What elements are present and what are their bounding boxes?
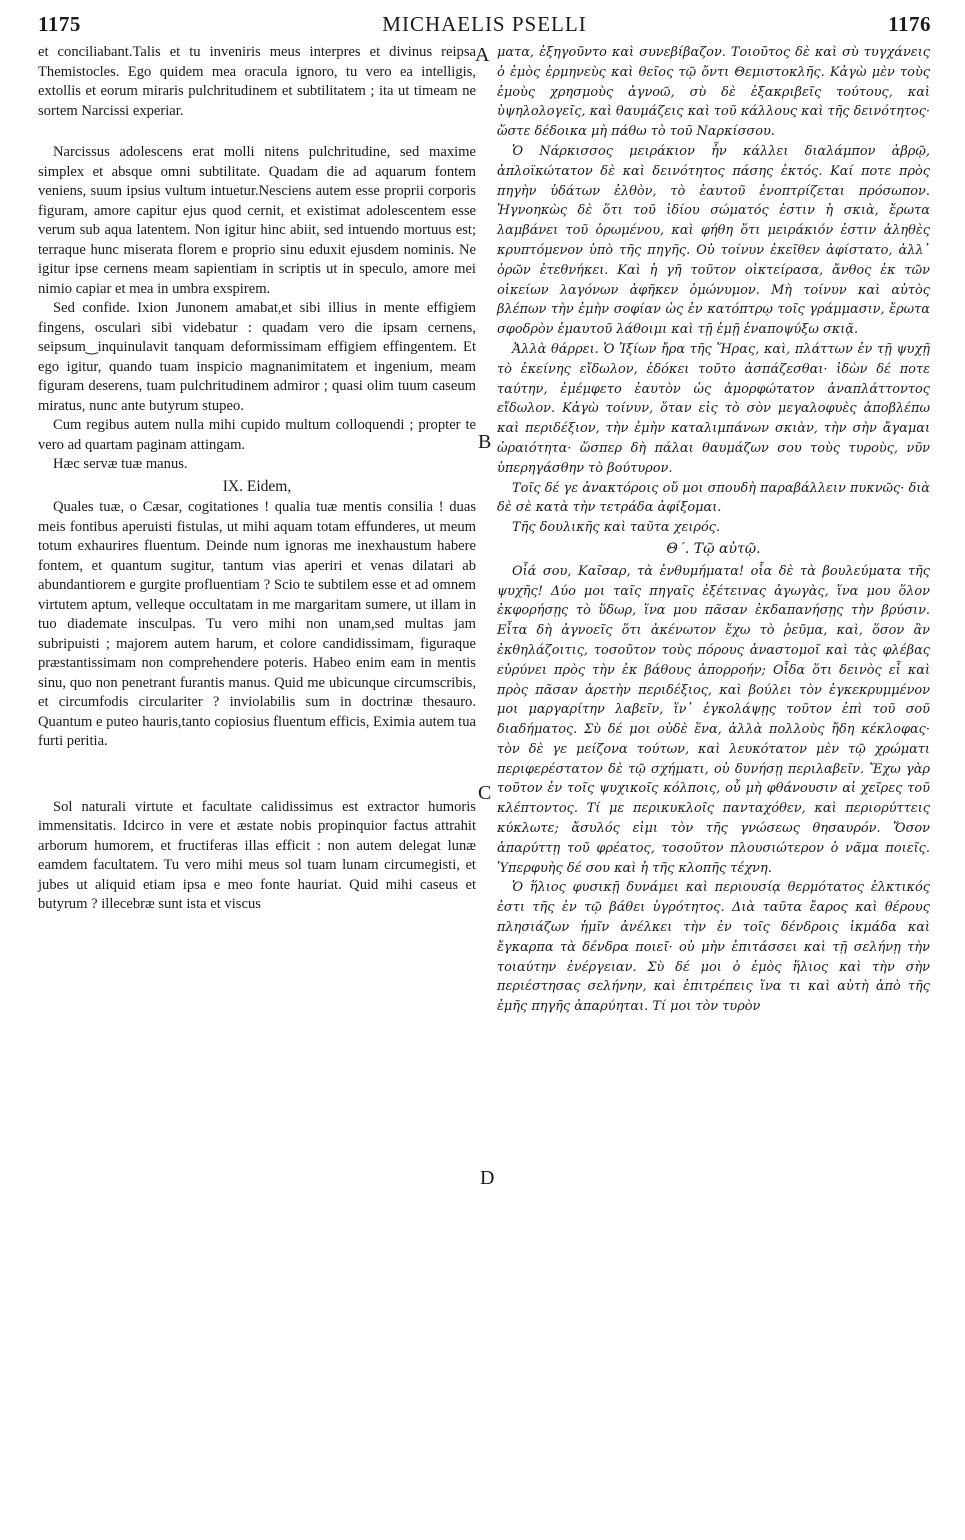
latin-column: [38, 43, 476, 915]
greek-paragraph: Τῆς δουλικῆς καὶ ταῦτα χειρός.: [512, 520, 721, 536]
running-title: MICHAELIS PSELLI: [382, 12, 587, 36]
greek-paragraph: Ἀλλὰ θάρρει. Ὁ Ἰξίων ἤρα τῆς Ἥρας, καὶ, πλάττων ἐν τῇ ψυχῇ τὸ ἐκείνης εἴδωλον, ἐδόκει τοῦτο ἀσπάζεσθαι· ἰδὼν δέ ποτε ταύτην, ἐμέμφετο ἑαυτὸν ὡς ἀμορφώτατον ἀναπλάττοντος εἴδωλον. Κἀγὼ τοίνυν, ὅταν εἰς τὸ σὸν μεγαλοφυὲς ἀποβλέπω καὶ περιδέξιον, τὴν ἐμὴν καταλιμπάνων σκιὰν, τὴν σὴν ἄγαμαι ὡραιότητα· ὥσπερ δὴ πάλαι θαυμάζων σου τοὺς τυροὺς, νῦν ὑπερηγάσθην τὸ βούτυρον.: [497, 341, 930, 476]
greek-paragraph: Ὁ ἥλιος φυσικῇ δυνάμει καὶ περιουσίᾳ θερμότατος ἑλκτικός ἐστι τῆς ἐν τῷ βάθει ὑγρότητος. Διὰ ταῦτα ἔαρος καὶ θέρους πλησιάζων ἡμῖν ἀνέλκει τὴν ἐν τοῖς δένδροις ἰκμάδα καὶ ἔγκαρπα τὰ δένδρα ποιεῖ· οὐ μὴν ἐπιτάσσει καὶ τῇ σελήνῃ τὴν τοιαύτην ἐνέργειαν. Σὺ δέ μοι ὁ ἐμὸς ἥλιος καὶ τὴν σὴν περιέστησας σελήνην, καὶ ἐπιτρέπεις ἵνα τι καὶ αὐτὴ ἀπὸ τῆς ἐμῆς πηγῆς ἀπαρύηται. Τί μοι τὸν τυρὸν: [497, 880, 930, 1015]
running-header: [38, 8, 931, 42]
greek-paragraph: Ὁ Νάρκισσος μειράκιον ἦν κάλλει διαλάμπον ἁβρῷ, ἁπλοϊκώτατον δὲ καὶ δεινότητος πάσης ἐκτός. Καί ποτε πρὸς πηγὴν ὑδάτων ἐλθὸν, τὸ ἑαυτοῦ ἐνοπτρίζεται πρόσωπον. Ἠγνοηκὼς δὲ ὅτι τοῦ ἰδίου σώματός ἐστιν ἡ σκιὰ, ἔρωτα λαμβάνει τοῦ ὁρωμένου, καὶ φήθη ὅτι μειράκιόν ἐστιν ἀληθὲς κρυπτόμενον ὑπὸ τῆς πηγῆς. Οὐ τοίνυν ἐκεῖθεν ἀφίστατο, ἀλλ᾽ ὁρῶν ἐτεθνήκει. Καὶ ἡ γῆ τοῦτον οἰκτείρασα, ἄνθος ἐκ τῶν οἰκείων λαγόνων ἀφῆκεν ὁμώνυμον. Μὴ τοίνυν καὶ αὐτὸς βλέπων τὴν ἐμὴν σοφίαν ὡς ἐν κατόπτρῳ τοῖς γράμμασιν, ἔρωτα σφοδρὸν ἐμαυτοῦ λάθοιμι καὶ τῇ ἐμῇ ἐναποψύξω σκιᾷ.: [497, 143, 930, 338]
latin-paragraph: Narcissus adolescens erat molli nitens pulchritudine, sed maxime simplex et absque omni subtilitate. Quadam die ad aquarum fontem veniens, suum ipsius vultum intuetur.Nesciens autem esse proprii corporis figuram, amore capitur ejus quod cernit, et existimat adolescentem esse verum sub aqua latentem. Non igitur hinc abiit, sed intuendo mortuus est; terraque hunc miserata florem e proprio sinu eduxit ejusdem nominis. Ne igitur ipse cernens meam sapientiam in scriptis ut in speculo, amore mei nimio capiar et mea in umbra exspirem.: [38, 144, 476, 297]
latin-paragraph: Sol naturali virtute et facultate calidissimus est extractor humoris immensitatis. Idcirco in vere et æstate nobis propinquior factus attrahit arborum humorem, et fructiferas illas efficit : non autem delegat lunæ eamdem facultatem. Tu vero mihi meus sol tuam lunam circumegisti, et jubes ut aliquid etiam ipsa e meo fonte hauriat. Quid mihi caseus et butyrum ? illecebræ sunt ista et viscus: [38, 798, 476, 912]
greek-column: [497, 43, 930, 1017]
latin-paragraph: Hæc servæ tuæ manus.: [53, 456, 188, 472]
margin-letter-b: B: [478, 431, 492, 453]
latin-paragraph: Cum regibus autem nulla mihi cupido multum colloquendi ; propter te vero ad quartam paginam attingam.: [38, 417, 476, 453]
margin-letter-a: A: [475, 44, 490, 66]
latin-paragraph: Quales tuæ, o Cæsar, cogitationes ! qualia tuæ mentis consilia ! duas meis fontibus aperuisti fistulas, ut mihi aquam totam effunderes, ut meum totum exhaurires fluentum. Deinde num ignoras me inexhaustum habere fontem, et quantum sugitur, tantum vias aperiri et venas dilatari ab abundantiorem e gurgite profluentiam ? Scio te subtilem esse et ad omnem virtutem aptum, velleque occultatam in me margaritam sumere, ut illam in tuo diademate insculpas. Tu vero mihi non unam,sed multas jam subripuisti ; majorem autem harum, et colore candidissimam, figuraque præstantissimam non comprehendere poteris. Habeo enim eam in mentis sinu, quo non penetrant furantis manus. Quid me ubicunque circumscribis, et circumfodis circulariter ? inviolabilis sum in doctrinæ thesauro. Quantum e puteo hauris,tanto copiosius fluentum efficis, Eximia autem tua furti peritia.: [38, 499, 476, 749]
greek-section-heading: Θ΄. Τῷ αὐτῷ.: [666, 540, 761, 557]
right-page-number: 1176: [888, 12, 931, 36]
latin-paragraph: Sed confide. Ixion Junonem amabat,et sibi illius in mente effigiem fingens, osculari sibi videbatur : quadam vero die ipsam cernens, seipsum‿inquinulavit tanquam deformissimam effigiem effingentem. Et ego igitur, quando tuam inspicio magnanimitatem et ingenium, meam figuram deserens, tuam pulchritudinem admiror ; quasi olim tuum caseum miratus, nunc ante butyrum stupeo.: [38, 300, 476, 414]
greek-paragraph: Οἷά σου, Καῖσαρ, τὰ ἐνθυμήματα! οἷα δὲ τὰ βουλεύματα τῆς ψυχῆς! Δύο μοι ταῖς πηγαῖς ἐξέτεινας ἀγωγὰς, ἵνα μου ὅλον ἐκφορήσῃς τὸ ὕδωρ, ἵνα μου πᾶσαν ἐκδαπανήσῃς τὴν βρύσιν. Εἶτα δὴ ἀγνοεῖς ὅτι ἀκένωτον ἔχω τὸ ῥεῦμα, καὶ, ὅσον ἂν ἐκθηλάζοιτις, τοσοῦτον τοὺς πόρους ἀναστομοῖ καὶ τὰς φλέβας εὐρύνει πρὸς τὴν ἐκ βάθους ἀπορροήν; Οἶδα ὅτι δεινὸς εἶ καὶ πρὸς πᾶσαν ἀρετὴν περιδέξιος, καὶ βούλει τὸν ἐγκεκρυμμένον μοι μαργαρίτην λαβεῖν, ἵν᾽ ἐγκολάψῃς τοῦτον ἐπὶ τοῦ σοῦ διαδήματος. Σὺ δέ μοι οὐδὲ ἕνα, ἀλλὰ πολλοὺς ἤδη κέκλοφας· τὸν δὲ γε μείζονα τούτων, καὶ λευκότατον μὲν τῷ χρώματι περιφερέστατον δὲ τῷ σχήματι, οὐ δυνήσῃ περιλαβεῖν. Ἔχω γὰρ τοῦτον ἐν τοῖς ψυχικοῖς κόλποις, οὗ μὴ φθάνουσιν αἱ χεῖρες τοῦ κλέπτοντος. Τί με περικυκλοῖς πανταχόθεν, καὶ περιορύττεις κύκλωτε; ἄσυλός εἰμι τὸν τῆς γνώσεως θησαυρόν. Ὅσον ἀπαρύττῃ τοῦ φρέατος, τοσοῦτον πλουσιώτερον ὁ νᾶμα ποιεῖς. Ὑπερφυὴς δέ σου καὶ ἡ τῆς κλοπῆς τέχνη.: [497, 563, 930, 876]
latin-paragraph: et conciliabant.Talis et tu inveniris meus interpres et divinus reipsa Themistocles. Ego quidem mea oracula ignoro, tu vero ea intelligis, extollis et eorum miraris pulchritudinem et subtilitatem ; ita ut timeam ne sortem Narcissi experiar.: [38, 44, 476, 119]
latin-section-heading: IX. Eidem,: [222, 477, 292, 495]
greek-paragraph: ματα, ἐξηγοῦντο καὶ συνεβίβαζον. Τοιοῦτος δὲ καὶ σὺ τυγχάνεις ὁ ἐμὸς ἑρμηνεὺς καὶ θεῖος τῷ ὄντι Θεμιστοκλῆς. Κἀγὼ μὲν τοὺς ἐμοὺς χρησμοὺς ἀγνοῶ, σὺ δὲ ἐξακριβεῖς τούτους, καὶ ὑψηλολογεῖς, καὶ θαυμάζεις καὶ τοῦ κάλλους καὶ τῆς δεινότητος· ὥστε δέδοικα μὴ πάθω τὸ τοῦ Ναρκίσσου.: [497, 45, 931, 140]
left-page-number: 1175: [38, 12, 81, 36]
margin-letter-c: C: [478, 782, 492, 804]
greek-paragraph: Τοῖς δέ γε ἀνακτόροις οὔ μοι σπουδὴ παραβάλλειν πυκνῶς· διὰ δὲ σὲ κατὰ τὴν τετράδα ἀφίξομαι.: [497, 480, 930, 516]
margin-letter-d: D: [480, 1167, 495, 1189]
